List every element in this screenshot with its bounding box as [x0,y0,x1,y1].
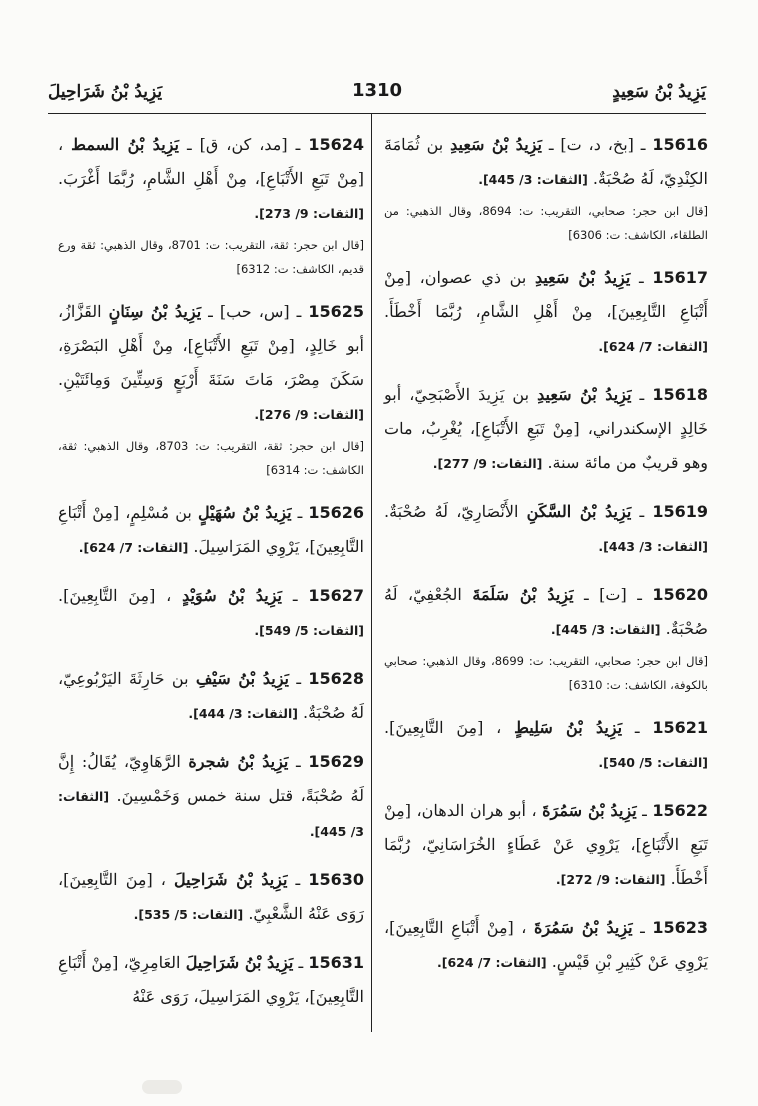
entry-description: بن يَزِيدَ الأَصْبَحِيّ، أبو خَالِدٍ الإسكندراني، [مِنْ تَبَعِ الأَتْبَاعِ]، يُغْرِبُ، مات وهو قريبٌ من مائة سنة. [384,385,708,472]
entry [58,863,364,932]
thiqat-reference: [الثقات: 9/ 276]. [254,407,364,422]
entry-sigla: ـ [292,586,298,605]
scholar-note: [قال ابن حجر: صحابي، التقريب: ت: 8699، وقال الذهبي: صحابي بالكوفة، الكاشف: ت: 6310] [384,654,708,692]
entry-sigla: ـ [640,918,645,937]
thiqat-reference: [الثقات: 5/ 540]. [598,755,708,770]
entry-name: يَزِيدُ بْنُ سَمُرَةَ [542,801,637,820]
entry-number: 15625 [308,302,364,321]
thiqat-reference: [الثقات: 7/ 624]. [78,540,189,555]
left-column [58,128,364,1028]
thiqat-reference: [الثقات: 5/ 535]. [133,907,244,922]
entry-sigla: ـ [296,752,301,771]
thiqat-reference: [الثقات: 9/ 272]. [555,872,666,887]
entry-number: 15630 [308,870,364,889]
entry-number: 15620 [652,585,709,604]
entry [58,295,364,482]
entry [58,579,364,648]
entry-sigla: ـ [639,385,645,404]
entry-text [384,711,708,780]
entry-number: 15617 [652,268,708,287]
entry-text [384,911,708,980]
entry-sigla: ـ [س، حب] ـ [208,302,302,321]
entry-sigla: ـ [297,503,303,522]
entry-sigla: ـ [638,268,644,287]
entry-description: ، [مِنَ التَّابِعِينَ]. [384,718,502,737]
entry-text [384,261,708,364]
entry-text [58,295,364,432]
column-divider [371,114,372,1032]
scholar-note: [قال ابن حجر: صحابي، التقريب: ت: 8694، وقال الذهبي: من الطلقاء، الكاشف: ت: 6306] [384,204,708,242]
entry-sigla: ـ [بخ، د، ت] ـ [548,135,646,154]
entry-number: 15622 [652,801,709,820]
entry-text [58,662,364,731]
entry-text [384,578,708,647]
thiqat-reference: [الثقات: 3/ 445]. [478,172,588,187]
entry-text [58,496,364,565]
right-column [384,128,708,994]
entry-number: 15616 [652,135,708,154]
scholar-note: [قال ابن حجر: ثقة، التقريب: ت: 8703، وقال الذهبي: ثقة، الكاشف: ت: 6314] [58,439,364,477]
entry [384,495,708,564]
running-title-right: يَزِيدُ بْنُ سَعِيدٍ [612,82,706,102]
entry [384,578,708,697]
entry-name: يَزِيدُ بْنُ سَعِيدِ [537,385,632,404]
entry-number: 15628 [308,669,364,688]
entry-name: يَزِيدُ بْنُ سَيْفِ [195,669,289,688]
entry-name: يَزِيدُ بْنُ شجرة [188,752,289,771]
entry-sigla: ـ [639,502,645,521]
entry-name: يَزِيدُ بْنُ سُهَيْلٍ [197,503,292,522]
entry-text [384,128,708,197]
entry [58,128,364,281]
entry-number: 15627 [308,586,364,605]
entry-name: يَزِيدُ بْنُ السمط [71,135,179,154]
entry-description: ، [مِنْ تَبَعِ الأَتْبَاعِ]، مِنْ أَهْلِ الشَّامِ، رُبَّمَا أَغْرَبَ. [58,135,364,188]
entry-name: يَزِيدُ بْنُ سَمُرَةَ [533,918,633,937]
entry-number: 15629 [308,752,365,771]
entry-description: ، أبو هران الدهان، [مِنْ تَبَعِ الأَتْبَاعِ]، يَرْوِي عَنْ عَطَاءٍ الخُرَاسَانِيّ، رُبَّمَا أَخْطَأَ. [384,801,708,888]
entry [384,261,708,364]
entry-name: يَزِيدُ بْنُ شَرَاحِيلَ [174,870,288,889]
entry-number: 15631 [308,953,365,972]
entry-text [58,946,364,1014]
scholar-note: [قال ابن حجر: ثقة، التقريب: ت: 8701، وقال الذهبي: ثقة ورع قديم، الكاشف: ت: 6312] [58,238,364,276]
entry-number: 15626 [308,503,365,522]
entry-sigla: ـ [ت] ـ [584,585,642,604]
entry-description: ، [مِنَ التَّابِعِينَ]. [58,586,172,605]
entry-sigla: ـ [296,669,301,688]
entry-text [58,863,364,932]
entry-description: العَامِرِيّ، [مِنْ أَتْبَاعِ التَّابِعِينَ]، يَرْوِي المَرَاسِيلَ، رَوَى عَنْهُ [58,953,364,1006]
entry-text [58,579,364,648]
thiqat-reference: [الثقات: 3/ 444]. [188,706,298,721]
entry-sigla: ـ [مد، كن، ق] ـ [186,135,301,154]
page-number: 1310 [351,80,403,101]
thiqat-reference: [الثقات: 5/ 549]. [254,623,364,638]
entry-name: يَزِيدُ بْنُ سَلَمَةَ [472,585,574,604]
entry-text [384,378,708,481]
thiqat-reference: [الثقات: 3/ 445]. [58,789,364,839]
thiqat-reference: [الثقات: 7/ 624]. [598,339,708,354]
entry [58,662,364,731]
entry-description: بن مُسْلِمٍ، [مِنْ أَتْبَاعِ التَّابِعِينَ]، يَرْوِي المَرَاسِيلَ. [58,503,364,556]
entry-description: بن حَارِثَةَ اليَرْبُوعِيّ، لَهُ صُحْبَةٌ. [58,669,364,722]
entry-number: 15618 [652,385,709,404]
entry-description: ، [مِنَ التَّابِعِينَ]، رَوَى عَنْهُ الشَّعْبِيّ. [58,870,364,923]
thiqat-reference: [الثقات: 3/ 443]. [598,539,708,554]
entry-description: الأَنْصَارِيّ، لَهُ صُحْبَةٌ. [384,502,519,521]
entry-number: 15624 [308,135,364,154]
entry-name: يَزِيدُ بْنُ سَعِيدِ [534,268,631,287]
running-title-left: يَزِيدُ بْنُ شَرَاحِيلَ [48,82,163,102]
entry-number: 15621 [652,718,709,737]
entry-sigla: ـ [298,953,304,972]
entry-description: بن ثُمَامَةَ الكِنْدِيّ، لَهُ صُحْبَةٌ. [384,135,708,188]
entry [58,946,364,1014]
entry-description: ، [مِنْ أَتْبَاعِ التَّابِعِينَ]، يَرْوِي عَنْ كَثِيرِ بْنِ قَيْسٍ. [384,918,708,971]
entry [58,745,364,849]
entry-name: يَزِيدُ بْنُ سَلِيطٍ [514,718,623,737]
entry-sigla: ـ [295,870,301,889]
entry-description: بن ذي عصوان، [مِنْ أَتْبَاعِ التَّابِعِينَ]، مِنْ أَهْلِ الشَّامِ، رُبَّمَا أَخْطَأَ. [384,268,708,321]
entry-text [384,794,708,897]
entry [384,711,708,780]
page-smudge [142,1080,182,1094]
entry-name: يَزِيدُ بْنُ سَعِيدِ [450,135,542,154]
entry-name: يَزِيدُ بْنُ سُوَيْدٍ [182,586,283,605]
entry-name: يَزِيدُ بْنُ شَرَاحِيلَ [185,953,294,972]
thiqat-reference: [الثقات: 7/ 624]. [437,955,547,970]
entry-description: الرَّهَاوِيّ، يُقَالُ: إِنَّ لَهُ صُحْبَةً، قتل سنة خمس وَخَمْسِينَ. [58,752,365,805]
entry [384,794,708,897]
entry-name: يَزِيدُ بْنُ السَّكَنِ [526,502,632,521]
thiqat-reference: [الثقات: 3/ 445]. [550,622,661,637]
entry-text [384,495,708,564]
entry [58,496,364,565]
entry-text [58,745,364,849]
page-header [48,78,706,114]
entry-number: 15619 [652,502,709,521]
entry-description: الجُعْفِيّ، لَهُ صُحْبَةٌ. [384,585,708,638]
thiqat-reference: [الثقات: 9/ 277]. [432,456,543,471]
entry-name: يَزِيدُ بْنُ سِنَانٍ [108,302,202,321]
entry-number: 15623 [652,918,708,937]
entry-description: القَزَّازُ، أبو خَالِدٍ، [مِنْ تَبَعِ الأَتْبَاعِ]، مِنْ أَهْلِ البَصْرَةِ، سَكَنَ مِصْرَ، مَاتَ سَنَةَ أَرْبَعٍ وَسِتِّينَ وَمِائَتَيْنِ. [58,302,364,389]
thiqat-reference: [الثقات: 9/ 273]. [254,206,364,221]
entry-sigla: ـ [642,801,647,820]
entry-text [58,128,364,231]
header-rule [48,113,706,114]
entry [384,128,708,247]
entry [384,378,708,481]
entry [384,911,708,980]
entry-sigla: ـ [634,718,640,737]
